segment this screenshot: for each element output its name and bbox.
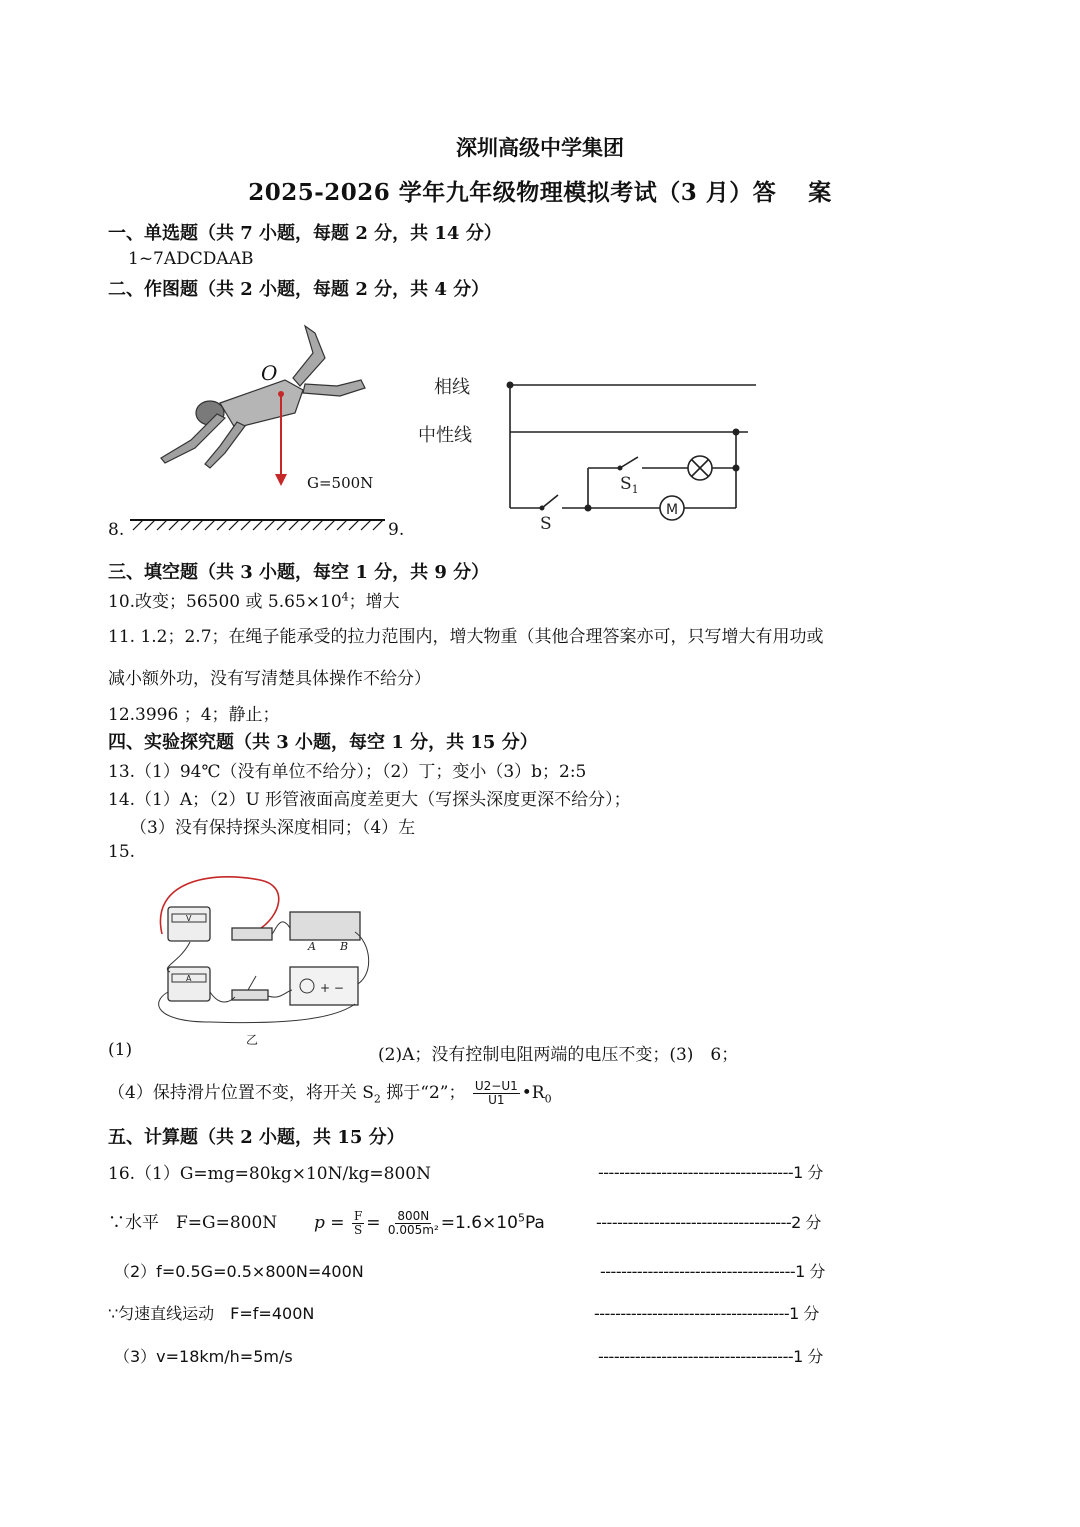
resistor <box>232 928 272 940</box>
answer-q15-2-3: (2)A；没有控制电阻两端的电压不变；(3) 6； <box>378 1045 739 1065</box>
section-heading-3: 三、填空题（共 3 小题，每空 1 分，共 9 分） <box>108 562 490 583</box>
section-heading-5: 五、计算题（共 2 小题，共 15 分） <box>108 1127 405 1148</box>
robot-torso <box>220 380 303 428</box>
answer-q12: 12.3996 ；4；静止； <box>108 705 280 725</box>
calc-row-2-score: -------------------------------------2 分 <box>596 1213 821 1232</box>
svg-text:+ −: + − <box>320 981 344 995</box>
calc-row-1: 16.（1）G=mg=80kg×10N/kg=800N <box>108 1164 431 1184</box>
answer-q13: 13.（1）94℃（没有单位不给分）；（2）丁；变小（3）b；2:5 <box>108 762 587 782</box>
svg-text:A: A <box>186 974 192 983</box>
fraction-f-s: $\frac{F}{S}$ <box>353 1209 363 1237</box>
answer-q14-line1: 14.（1）A；（2）U 形管液面高度差更大（写探头深度更深不给分）； <box>108 790 631 810</box>
gravity-arrow-head <box>275 474 287 486</box>
answer-q15-1: (1) <box>108 1040 133 1060</box>
fraction-u: $\frac{U2-U1}{U1}$ <box>474 1079 518 1107</box>
switch-s1-blade <box>620 457 638 468</box>
calc-row-2: ∵水平 F=G=800N p = $\frac{F}{S}$ = $\frac{800N}{\text{0.005m²}}$ $=1.6\times 10^5Pa$ <box>108 1209 545 1237</box>
answer-q15-label: 15. <box>108 842 136 862</box>
section-heading-4: 四、实验探究题（共 3 小题，每空 1 分，共 15 分） <box>108 732 538 753</box>
rheostat-label-a: A <box>308 940 316 953</box>
calc-row-3: （2）f=0.5G=0.5×800N=400N <box>114 1262 364 1281</box>
rheostat <box>290 912 360 940</box>
answer-q15-4: （4）保持滑片位置不变，将开关 $S_2$ 掷于“2”； $\frac{U2-U1}{U1}$ $•R_0$ <box>108 1079 552 1107</box>
calc-row-3-score: -------------------------------------1 分 <box>600 1262 825 1281</box>
school-name: 深圳高级中学集团 <box>456 135 624 160</box>
q8-robot-figure <box>125 318 390 533</box>
svg-text:V: V <box>186 914 192 923</box>
calc-row-4: ∵匀速直线运动 F=f=400N <box>108 1304 315 1323</box>
ground-hatching <box>133 520 383 530</box>
switch-s1-label: $S_1$ <box>620 474 639 496</box>
neutral-wire-label: 中性线 <box>418 425 472 446</box>
ammeter <box>168 967 210 1001</box>
answer-q11-line2: 减小额外功，没有写清楚具体操作不给分） <box>108 669 431 689</box>
q9-label: 9. <box>388 520 405 540</box>
answer-q14-line2: （3）没有保持探头深度相同；（4）左 <box>130 818 416 838</box>
switch-s-label: S <box>540 514 552 534</box>
motor-label: M <box>666 502 679 518</box>
calc-row-4-score: -------------------------------------1 分 <box>594 1304 819 1323</box>
section-heading-2: 二、作图题（共 2 小题，每题 2 分，共 4 分） <box>108 279 490 300</box>
fraction-800n: $\frac{800N}{\text{0.005m²}}$ <box>387 1209 439 1237</box>
answer-q11-line1: 11. 1.2；2.7；在绳子能承受的拉力范围内，增大物重（其他合理答案亦可，只写增大有用功或 <box>108 627 824 647</box>
switch-s-blade <box>542 495 558 508</box>
answer-q1-7: 1~7ADCDAAB <box>128 249 254 269</box>
figure-label: 乙 <box>246 1033 259 1047</box>
switch <box>232 990 268 1000</box>
voltmeter <box>168 907 210 941</box>
robot-leg-lower <box>303 380 365 396</box>
calc-row-5: （3）v=18km/h=5m/s <box>114 1347 293 1366</box>
rheostat-label-b: B <box>340 940 349 953</box>
q8-label: 8. <box>108 520 125 540</box>
answer-q10: 10.改变；56500 或 $5.65\times 10^4$；增大 <box>108 590 400 612</box>
q9-circuit-figure <box>410 365 765 535</box>
section-heading-1: 一、单选题（共 7 小题，每题 2 分，共 14 分） <box>108 223 502 244</box>
q15-circuit-figure <box>150 872 375 1047</box>
calc-row-1-score: -------------------------------------1 分 <box>598 1163 823 1182</box>
live-wire-label: 相线 <box>434 377 470 398</box>
page-title: 2025-2026 学年九年级物理模拟考试（3 月）答 案 <box>248 179 832 206</box>
gravity-label: G=500N <box>307 474 374 492</box>
calc-row-5-score: -------------------------------------1 分 <box>598 1347 823 1366</box>
pivot-label: O <box>261 361 278 385</box>
robot-leg-upper <box>293 326 325 386</box>
